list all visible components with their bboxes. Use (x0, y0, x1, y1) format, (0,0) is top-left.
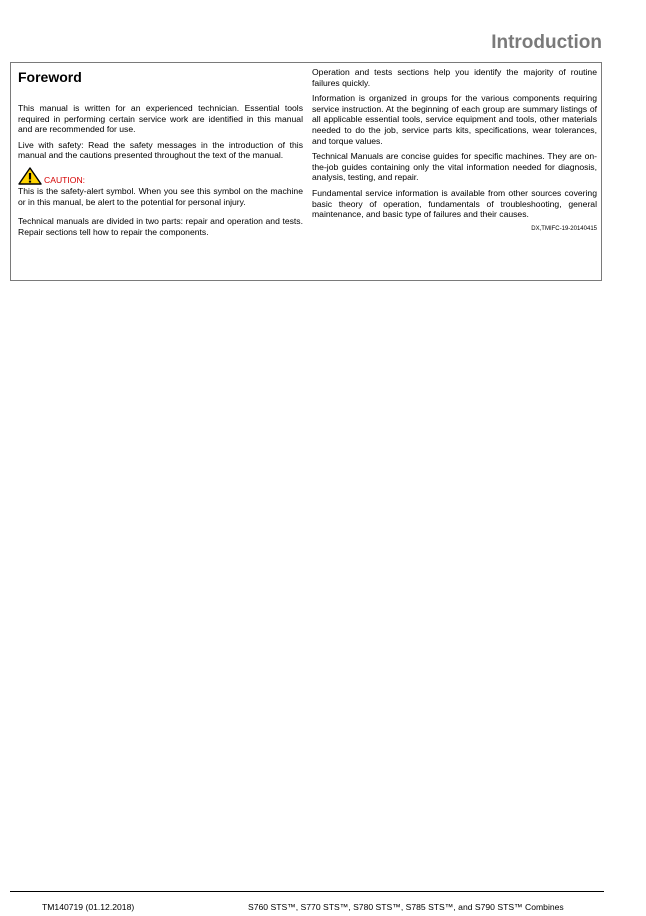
paragraph-manual-parts: Technical manuals are divided in two parts: repair and operation and tests. Repair sections tell how to repair the components. (18, 216, 303, 237)
paragraph-organization: Information is organized in groups for the various components requiring service instruction. At the beginning of each group are summary listings of all applicable essential tools, service equipment and tools, other materials needed to do the job, service parts kits, specifications, wear tolerances, and torque values. (312, 93, 597, 146)
paragraph-intro: This manual is written for an experienced technician. Essential tools required in performing certain service work are identified in this manual and are recommended for use. (18, 103, 303, 135)
foreword-right-column (312, 67, 597, 233)
section-title: Introduction (491, 32, 602, 53)
footer-models: S760 STS™, S770 STS™, S780 STS™, S785 STS™, and S790 STS™ Combines (248, 902, 564, 912)
foreword-box (10, 62, 602, 281)
caution-label: CAUTION: (44, 174, 86, 185)
paragraph-safety: Live with safety: Read the safety messages in the introduction of this manual and the cautions presented throughout the text of the manual. (18, 139, 303, 161)
paragraph-caution: This is the safety-alert symbol. When you see this symbol on the machine or in this manual, be alert to the potential for personal injury. (18, 185, 303, 207)
foreword-title: Foreword (18, 69, 82, 85)
paragraph-concise-guides: Technical Manuals are concise guides for specific machines. They are on-the-job guides containing only the vital information needed for diagnosis, analysis, testing, and repair. (312, 151, 597, 183)
paragraph-operation-tests: Operation and tests sections help you identify the majority of routine failures quickly. (312, 67, 597, 88)
caution-line (18, 167, 303, 185)
document-id: DX,TMIFC-19-20140415 (531, 225, 597, 232)
footer-manual-id: TM140719 (01.12.2018) (42, 902, 135, 912)
footer-divider (10, 891, 604, 892)
paragraph-fundamentals: Fundamental service information is available from other sources covering basic theory of operation, fundamentals of troubleshooting, general maintenance, and basic type of failures and their causes. (312, 187, 597, 220)
foreword-left-column (18, 67, 303, 242)
safety-alert-triangle-icon (18, 167, 42, 185)
